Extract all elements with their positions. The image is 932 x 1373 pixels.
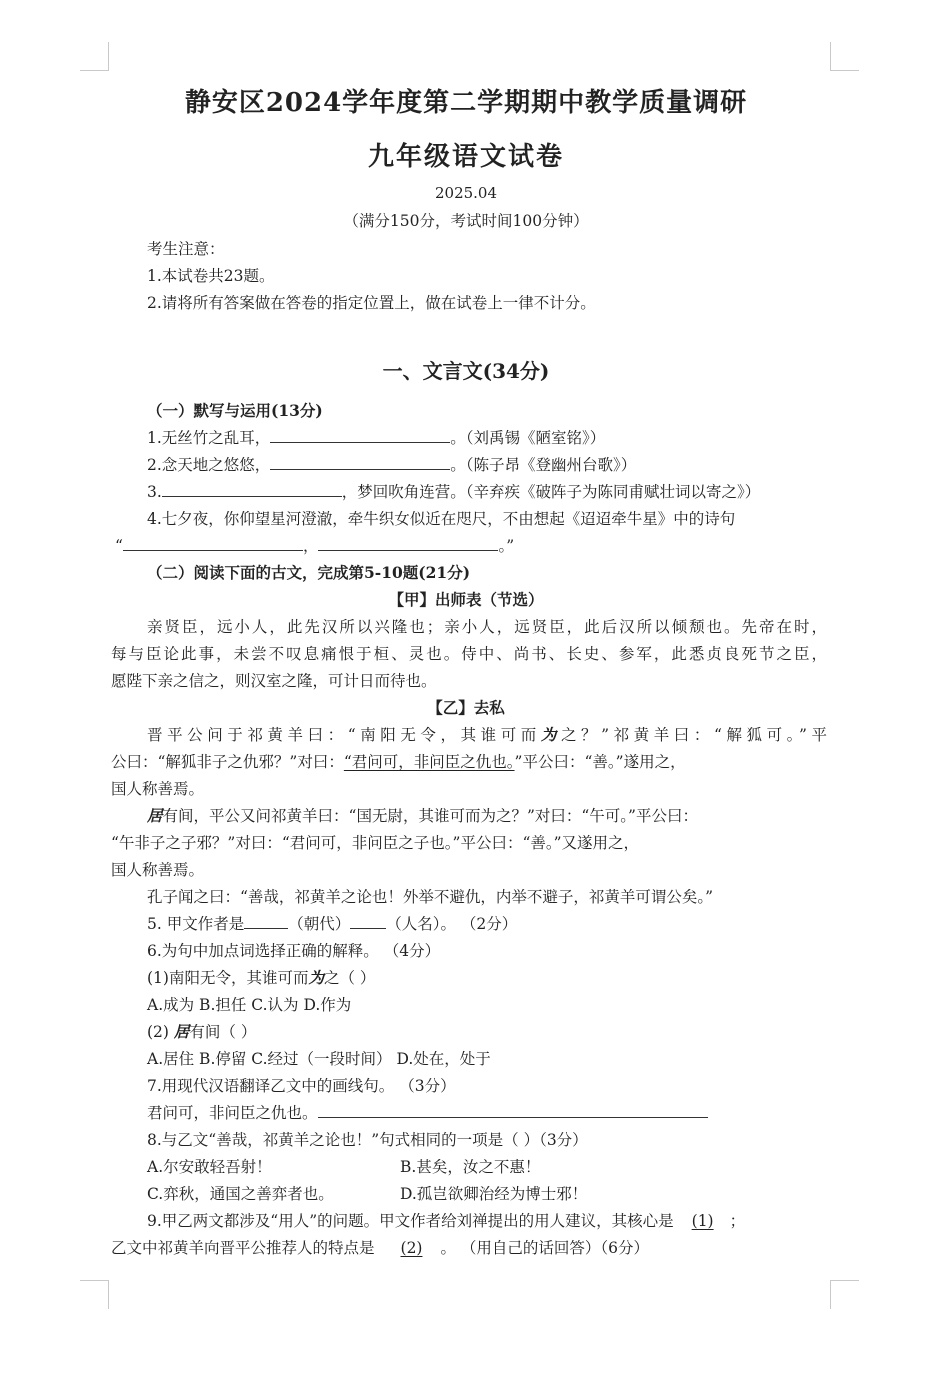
part1-title: （一）默写与运用(13分) — [147, 401, 323, 420]
q6-2-dotted-word: 居 — [173, 1022, 190, 1041]
q2-answer-blank[interactable] — [270, 455, 450, 470]
question-6-1-options: A.成为 B.担任 C.认为 D.作为 — [147, 996, 352, 1014]
q9-text-1: 9.甲乙两文都涉及“用人”的问题。甲文作者给刘禅提出的用人建议，其核心是 — [147, 1212, 674, 1230]
q6-1-dotted-word: 为 — [308, 968, 324, 987]
question-8-option-c: C.弈秋，通国之善弈者也。 — [147, 1185, 334, 1203]
part2-title: （二）阅读下面的古文，完成第5-10题(21分) — [147, 563, 471, 582]
passage-jia-line-1: 亲贤臣，远小人，此先汉所以兴隆也；亲小人，远贤臣，此后汉所以倾颓也。先帝在时， — [147, 618, 827, 636]
question-9-line-2 — [111, 1236, 649, 1258]
crop-mark-bottom-right — [830, 1280, 859, 1309]
q4-close-quote: 。” — [498, 537, 515, 555]
q7-answer-blank[interactable] — [318, 1103, 708, 1118]
q2-suffix: 。（陈子昂《登幽州台歌》） — [450, 456, 637, 474]
question-8: 8.与乙文“善哉，祁黄羊之论也！”句式相同的一项是（ ）（3分） — [147, 1131, 588, 1149]
q3-prefix: 3. — [147, 483, 162, 501]
passage-yi-p3: 孔子闻之曰：“善哉，祁黄羊之论也！外举不避仇，内举不避子，祁黄羊可谓公矣。” — [147, 888, 714, 906]
passage-yi-p1-line-1 — [147, 723, 827, 745]
passage-yi-p2-line-1 — [147, 804, 827, 826]
q9-blank-2[interactable]: (2) — [400, 1239, 423, 1257]
question-8-option-b: B.甚矣，汝之不惠！ — [400, 1158, 541, 1176]
question-7: 7.用现代汉语翻译乙文中的画线句。 （3分） — [147, 1077, 456, 1095]
notice-heading: 考生注意： — [147, 240, 225, 258]
q3-answer-blank[interactable] — [162, 482, 342, 497]
q4-open-quote: “ — [115, 537, 123, 555]
q4-answer-blank-2[interactable] — [318, 536, 498, 551]
passage-yi-p2-line-2: “午非子之子邪？”对曰：“君问可，非问臣之子也。”平公曰：“善。”又遂用之， — [111, 834, 640, 852]
yi-p1-text-a: 晋平公问于祁黄羊曰：“南阳无令，其谁可而 — [147, 726, 541, 744]
question-6-2-options: A.居住 B.停留 C.经过（一段时间） D.处在，处于 — [147, 1050, 491, 1068]
q9-text-2a: 乙文中祁黄羊向晋平公推荐人的特点是 — [111, 1239, 375, 1257]
question-6-2 — [147, 1020, 256, 1042]
passage-yi-p1-line-2 — [111, 750, 827, 772]
question-5 — [147, 912, 517, 934]
q5-text-b: （朝代） — [288, 915, 351, 933]
q6-2-text-a: (2) — [147, 1023, 174, 1041]
q1-answer-blank[interactable] — [270, 428, 450, 443]
yi-p1-text-b: 之？”祁黄羊曰：“解狐可。”平 — [560, 726, 827, 744]
notice-item-2: 2.请将所有答案做在答卷的指定位置上，做在试卷上一律不计分。 — [147, 294, 596, 312]
q5-blank-name[interactable] — [350, 914, 386, 929]
q1-prefix: 1.无丝竹之乱耳， — [147, 429, 271, 447]
q5-blank-dynasty[interactable] — [244, 914, 288, 929]
exam-date: 2025.04 — [434, 184, 498, 202]
q4-answer-blank-1[interactable] — [123, 536, 303, 551]
notice-item-1: 1.本试卷共23题。 — [147, 267, 275, 285]
q6-1-text-a: (1)南阳无令，其谁可而 — [147, 969, 309, 987]
exam-subtitle: 九年级语文试卷 — [367, 142, 564, 172]
exam-title: 静安区2024学年度第二学期期中教学质量调研 — [184, 88, 748, 118]
exam-info: （满分150分，考试时间100分钟） — [343, 212, 589, 230]
passage-jia-title: 【甲】出师表（节选） — [388, 590, 544, 609]
question-4-blanks — [115, 534, 514, 556]
q6-1-text-b: 之（ ） — [323, 969, 376, 987]
yi-dotted-word-ju: 居 — [147, 806, 163, 825]
question-4: 4.七夕夜，你仰望星河澄澈，牵牛织女似近在咫尺，不由想起《迢迢牵牛星》中的诗句 — [147, 510, 736, 528]
crop-mark-bottom-left — [80, 1280, 109, 1309]
q6-2-text-b: 有间（ ） — [189, 1023, 257, 1041]
q4-comma: ， — [302, 537, 319, 555]
crop-mark-top-left — [80, 42, 109, 71]
question-9-line-1 — [147, 1209, 745, 1231]
q9-text-2b: 。 （用自己的话回答）（6分） — [440, 1239, 650, 1257]
question-3 — [147, 480, 760, 502]
yi-p1-l2-b: ”平公曰：“善。”遂用之， — [514, 753, 686, 771]
question-6: 6.为句中加点词选择正确的解释。 （4分） — [147, 942, 441, 960]
question-6-1 — [147, 966, 375, 988]
question-1 — [147, 426, 605, 448]
q1-suffix: 。（刘禹锡《陋室铭》） — [450, 429, 606, 447]
yi-underlined-sentence: “君问可，非问臣之仇也。 — [343, 753, 515, 771]
passage-yi-title: 【乙】去私 — [427, 698, 505, 717]
q9-semicolon: ； — [729, 1212, 746, 1230]
passage-jia-line-3: 愿陛下亲之信之，则汉室之隆，可计日而待也。 — [111, 672, 437, 690]
q3-suffix: ，梦回吹角连营。（辛弃疾《破阵子为陈同甫赋壮词以寄之》） — [341, 483, 761, 501]
yi-p1-l2-a: 公曰：“解狐非子之仇邪？”对曰： — [111, 753, 344, 771]
question-2 — [147, 453, 636, 475]
q5-text-a: 5. 甲文作者是 — [147, 915, 245, 933]
q5-text-c: （人名）。 （2分） — [386, 915, 518, 933]
passage-jia-line-2: 每与臣论此事，未尝不叹息痛恨于桓、灵也。侍中、尚书、长史、参军，此悉贞良死节之臣， — [111, 645, 827, 663]
question-8-option-d: D.孤岂欲卿治经为博士邪！ — [400, 1185, 588, 1203]
yi-dotted-word-wei: 为 — [540, 725, 561, 744]
yi-p2-l1-text: 有间，平公又问祁黄羊曰：“国无尉，其谁可而为之？”对曰：“午可。”平公曰： — [162, 807, 698, 825]
section-title: 一、文言文(34分) — [382, 359, 550, 383]
crop-mark-top-right — [830, 42, 859, 71]
question-8-option-a: A.尔安敢轻吾射！ — [147, 1158, 272, 1176]
passage-yi-p1-line-3: 国人称善焉。 — [111, 780, 205, 798]
passage-yi-p2-line-3: 国人称善焉。 — [111, 861, 205, 879]
q9-blank-1[interactable]: (1) — [691, 1212, 714, 1230]
question-7-line — [147, 1101, 708, 1123]
q7-sentence: 君问可，非问臣之仇也。 — [147, 1104, 318, 1122]
q2-prefix: 2.念天地之悠悠， — [147, 456, 271, 474]
